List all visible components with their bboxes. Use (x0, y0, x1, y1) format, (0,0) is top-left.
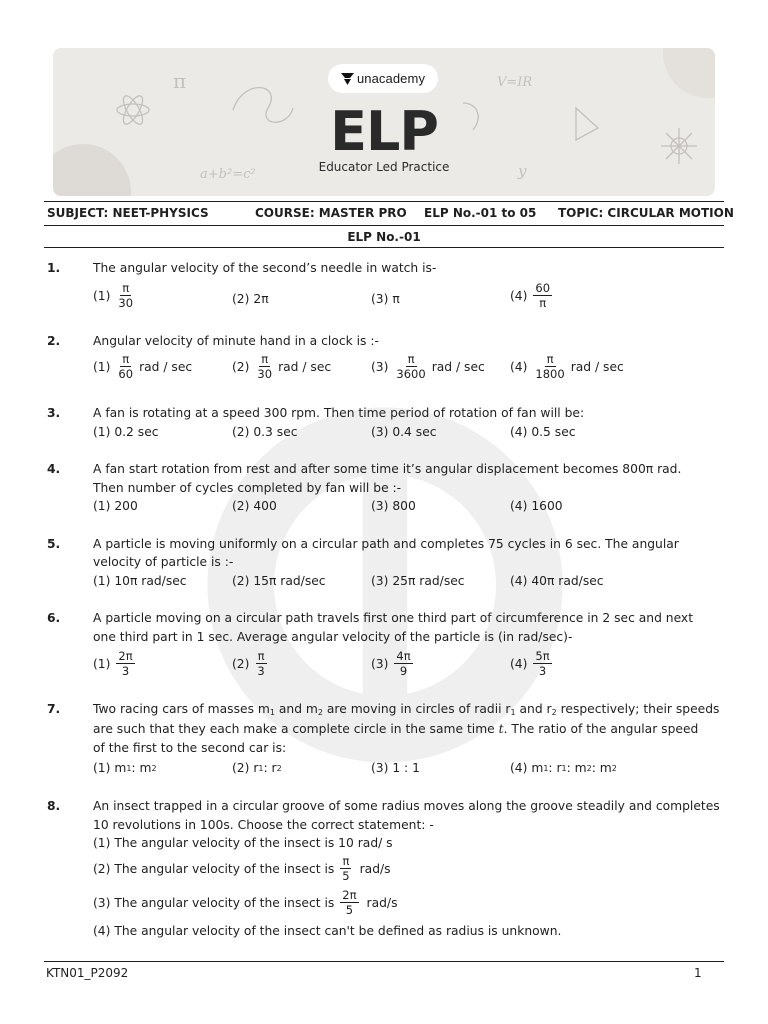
fraction: $\frac{2\pi}{5}$ (342, 888, 357, 917)
question-text-line: one third part in 1 sec. Average angular velocity of the particle is (in rad/sec)- (93, 630, 573, 644)
brand-name: unacademy (356, 71, 426, 86)
fraction: $\frac{\pi}{1800}$ (535, 352, 565, 381)
option-1: (1) 200 (93, 499, 138, 513)
question-number: 8. (47, 799, 61, 813)
option-3: (3) The angular velocity of the insect is $\frac{2\pi}{5}$ rad/s (93, 888, 398, 917)
fraction: $\frac{\pi}{30}$ (118, 281, 134, 310)
option-1: (1) m 1 : m 2 (93, 761, 157, 775)
topic-label: TOPIC: CIRCULAR MOTION (558, 206, 734, 220)
question-number: 5. (47, 537, 61, 551)
subject-label: SUBJECT: NEET-PHYSICS (47, 206, 209, 220)
question-number: 1. (47, 261, 61, 275)
fraction: $\frac{\pi}{3600}$ (396, 352, 426, 381)
option-1: (1) 10π rad/sec (93, 574, 187, 588)
option-4: (4) $\frac{60}{\pi}$ (510, 281, 551, 310)
course-label: COURSE: MASTER PRO (255, 206, 407, 220)
option-2: (2) $\frac{\pi}{3}$ (232, 649, 265, 678)
unacademy-logo-icon (341, 73, 354, 85)
option-4: (4) 0.5 sec (510, 425, 576, 439)
option-1: (1) $\frac{\pi}{30}$ (93, 281, 134, 310)
question-text-line: Then number of cycles completed by fan will be :- (93, 481, 402, 495)
option-3: (3) 0.4 sec (371, 425, 437, 439)
option-2: (2) 400 (232, 499, 277, 513)
option-1: (1) $\frac{2\pi}{3}$ (93, 649, 133, 678)
option-2: (2) 15π rad/sec (232, 574, 326, 588)
option-3: (3) π (371, 292, 400, 306)
header-banner (53, 48, 715, 196)
divider (44, 247, 724, 248)
brand-logo (328, 64, 438, 93)
fraction: $\frac{60}{\pi}$ (535, 281, 551, 310)
question-text-line: A fan start rotation from rest and after some time it’s angular displacement becomes 800π rad. (93, 462, 682, 476)
option-1: (1) 0.2 sec (93, 425, 159, 439)
option-4: (4) $\frac{5\pi}{3}$ (510, 649, 550, 678)
svg-text:π: π (173, 69, 187, 93)
section-title: ELP No.-01 (347, 230, 421, 244)
option-3: (3) 800 (371, 499, 416, 513)
question-text-line: An insect trapped in a circular groove of some radius moves along the groove steadily and completes (93, 799, 720, 813)
option-2: (2) The angular velocity of the insect is $\frac{\pi}{5}$ rad/s (93, 854, 391, 883)
banner-subtitle: Educator Led Practice (318, 160, 450, 174)
option-2: (2) r 1 : r 2 (232, 761, 282, 775)
question-text-line: 10 revolutions in 100s. Choose the correct statement: - (93, 818, 434, 832)
option-3: (3) 1 : 1 (371, 761, 420, 775)
banner-title: ELP (330, 100, 438, 163)
option-2: (2) 0.3 sec (232, 425, 298, 439)
option-4: (4) 40π rad/sec (510, 574, 604, 588)
option-3: (3) $\frac{4\pi}{9}$ (371, 649, 411, 678)
fraction: $\frac{\pi}{5}$ (342, 854, 350, 883)
option-4: (4) The angular velocity of the insect can't be defined as radius is unknown. (93, 924, 562, 938)
question-number: 6. (47, 611, 61, 625)
option-3: (3) $\frac{\pi}{3600}$ rad / sec (371, 352, 485, 381)
fraction: $\frac{4\pi}{9}$ (396, 649, 411, 678)
fraction: $\frac{\pi}{30}$ (257, 352, 273, 381)
question-number: 3. (47, 406, 61, 420)
question-text-line: A particle is moving uniformly on a circular path and completes 75 cycles in 6 sec. The angular (93, 537, 679, 551)
svg-text:y: y (518, 162, 527, 180)
question-text: Angular velocity of minute hand in a clock is :- (93, 334, 379, 348)
fraction: $\frac{\pi}{3}$ (257, 649, 265, 678)
question-text-line: A particle moving on a circular path travels first one third part of circumference in 2 sec and next (93, 611, 694, 625)
question-text-line: of the first to the second car is: (93, 741, 287, 755)
question-number: 2. (47, 334, 61, 348)
fraction: $\frac{2\pi}{3}$ (118, 649, 133, 678)
question-text: A fan is rotating at a speed 300 rpm. Then time period of rotation of fan will be: (93, 406, 585, 420)
option-2: (2) 2π (232, 292, 269, 306)
divider (44, 201, 724, 202)
question-text-line: are such that they each make a complete circle in the same time t. The ratio of the angular speed (93, 722, 699, 736)
option-4: (4) $\frac{\pi}{1800}$ rad / sec (510, 352, 624, 381)
option-1: (1) $\frac{\pi}{60}$ rad / sec (93, 352, 193, 381)
fraction: $\frac{5\pi}{3}$ (535, 649, 550, 678)
page-number: 1 (694, 966, 702, 980)
question-text: The angular velocity of the second’s needle in watch is- (93, 261, 437, 275)
option-2: (2) $\frac{\pi}{30}$ rad / sec (232, 352, 332, 381)
svg-text:a+b²=c²: a+b²=c² (200, 167, 256, 182)
option-4: (4) 1600 (510, 499, 563, 513)
divider (44, 225, 724, 226)
elp-range-label: ELP No.-01 to 05 (424, 206, 537, 220)
fraction: $\frac{\pi}{60}$ (118, 352, 134, 381)
option-4: (4) m 1 : r 1 : m 2 : m 2 (510, 761, 617, 775)
option-1: (1) The angular velocity of the insect is 10 rad/ s (93, 836, 393, 850)
document-code: KTN01_P2092 (46, 966, 129, 980)
footer-divider (44, 961, 724, 962)
question-text-line: Two racing cars of masses $m_1$ and $m_2$ are moving in circles of radii $r_1$ and $r_2$ respectively; their speeds (93, 702, 720, 717)
svg-text:V=IR: V=IR (497, 75, 533, 90)
option-3: (3) 25π rad/sec (371, 574, 465, 588)
question-text-line: velocity of particle is :- (93, 555, 234, 569)
question-number: 4. (47, 462, 61, 476)
question-number: 7. (47, 702, 61, 716)
